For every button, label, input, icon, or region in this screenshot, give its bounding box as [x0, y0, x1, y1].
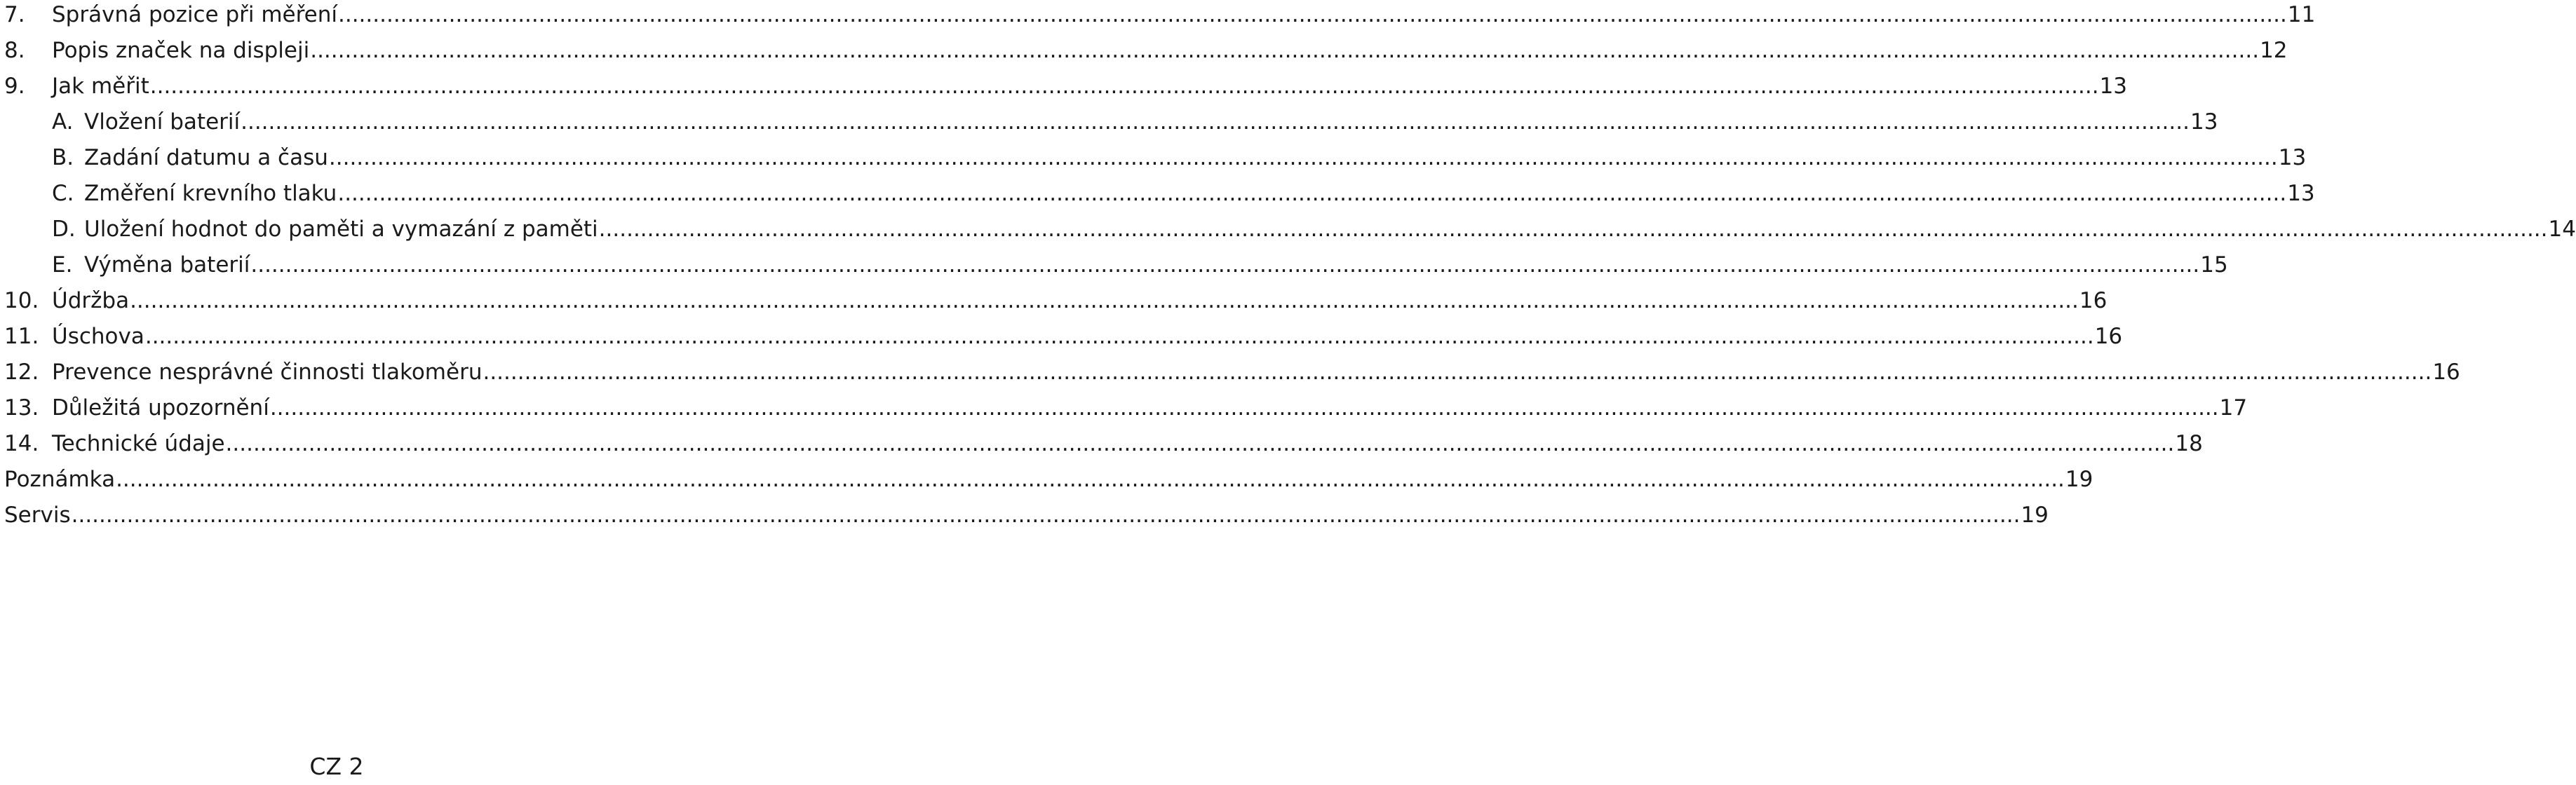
dot-leader: [72, 500, 2021, 530]
toc-entry-number: 9.: [4, 74, 25, 99]
toc-entry[interactable]: [4, 357, 2460, 393]
toc-entry-page: 13: [2099, 74, 2128, 99]
dot-leader: [241, 107, 2190, 137]
toc-subentry[interactable]: [4, 143, 2307, 179]
toc-entry-title: Úschova: [52, 324, 144, 349]
toc-entry-title: Poznámka: [4, 467, 116, 492]
table-of-contents: [4, 0, 2576, 536]
dot-leader: [329, 143, 2278, 172]
toc-entry-number: D.: [52, 217, 76, 242]
toc-subentry[interactable]: [4, 250, 2228, 286]
toc-entry[interactable]: [4, 465, 2093, 500]
toc-entry-page: 12: [2260, 38, 2288, 63]
toc-entry-title: Prevence nesprávné činnosti tlakoměru: [52, 360, 483, 385]
toc-entry-number: E.: [52, 252, 73, 278]
dot-leader: [250, 250, 2199, 280]
toc-entry-title: Jak měřit: [52, 74, 149, 99]
toc-entry-number: 7.: [4, 2, 25, 27]
dot-leader: [150, 71, 2099, 101]
toc-entry-title: Uložení hodnot do paměti a vymazání z paměti: [84, 217, 598, 242]
dot-leader: [338, 0, 2287, 29]
toc-entry-page: 15: [2200, 252, 2228, 278]
toc-subentry[interactable]: [4, 107, 2218, 143]
dot-leader: [226, 429, 2175, 458]
toc-entry-number: 11.: [4, 324, 39, 349]
toc-entry-page: 13: [2287, 181, 2315, 206]
toc-entry-title: Výměna baterií: [84, 252, 250, 278]
toc-entry[interactable]: [4, 322, 2123, 357]
toc-entry-page: 16: [2094, 324, 2123, 349]
toc-entry[interactable]: [4, 0, 2316, 36]
toc-entry-title: Změření krevního tlaku: [84, 181, 337, 206]
dot-leader: [337, 179, 2286, 208]
toc-entry[interactable]: [4, 500, 2049, 536]
toc-entry[interactable]: [4, 393, 2248, 429]
toc-entry-page: 19: [2065, 467, 2093, 492]
toc-entry-page: 16: [2079, 288, 2108, 313]
toc-entry-number: 13.: [4, 395, 39, 421]
toc-entry-page: 13: [2190, 109, 2218, 135]
dot-leader: [130, 286, 2079, 315]
toc-entry-number: 14.: [4, 431, 39, 456]
toc-entry[interactable]: [4, 71, 2128, 107]
toc-entry-title: Technické údaje: [52, 431, 225, 456]
dot-leader: [145, 322, 2094, 351]
toc-entry-number: B.: [52, 145, 74, 170]
toc-entry[interactable]: [4, 36, 2288, 71]
toc-subentry[interactable]: [4, 214, 2576, 250]
toc-entry-page: 11: [2287, 2, 2316, 27]
dot-leader: [483, 357, 2432, 387]
toc-entry[interactable]: [4, 429, 2203, 465]
dot-leader: [116, 465, 2065, 494]
toc-entry-title: Popis značek na displeji: [52, 38, 310, 63]
toc-entry-number: A.: [52, 109, 74, 135]
toc-entry-title: Důležitá upozornění: [52, 395, 269, 421]
toc-subentry[interactable]: [4, 179, 2315, 214]
dot-leader: [599, 214, 2548, 244]
toc-entry-title: Zadání datumu a času: [84, 145, 328, 170]
toc-entry-page: 16: [2432, 360, 2460, 385]
toc-entry-title: Správná pozice při měření: [52, 2, 337, 27]
toc-entry-page: 17: [2219, 395, 2248, 421]
toc-entry-number: 12.: [4, 360, 39, 385]
toc-entry-number: C.: [52, 181, 74, 206]
toc-entry-page: 14: [2548, 217, 2576, 242]
toc-entry-title: Servis: [4, 503, 71, 528]
dot-leader: [310, 36, 2259, 65]
toc-entry-number: 8.: [4, 38, 25, 63]
toc-entry-page: 18: [2175, 431, 2203, 456]
toc-entry-page: 13: [2278, 145, 2307, 170]
toc-entry-number: 10.: [4, 288, 39, 313]
toc-entry[interactable]: [4, 286, 2108, 322]
toc-entry-title: Údržba: [52, 288, 130, 313]
dot-leader: [270, 393, 2219, 423]
page-number-footer: CZ 2: [309, 753, 364, 780]
toc-entry-page: 19: [2021, 503, 2049, 528]
toc-entry-title: Vložení baterií: [84, 109, 241, 135]
